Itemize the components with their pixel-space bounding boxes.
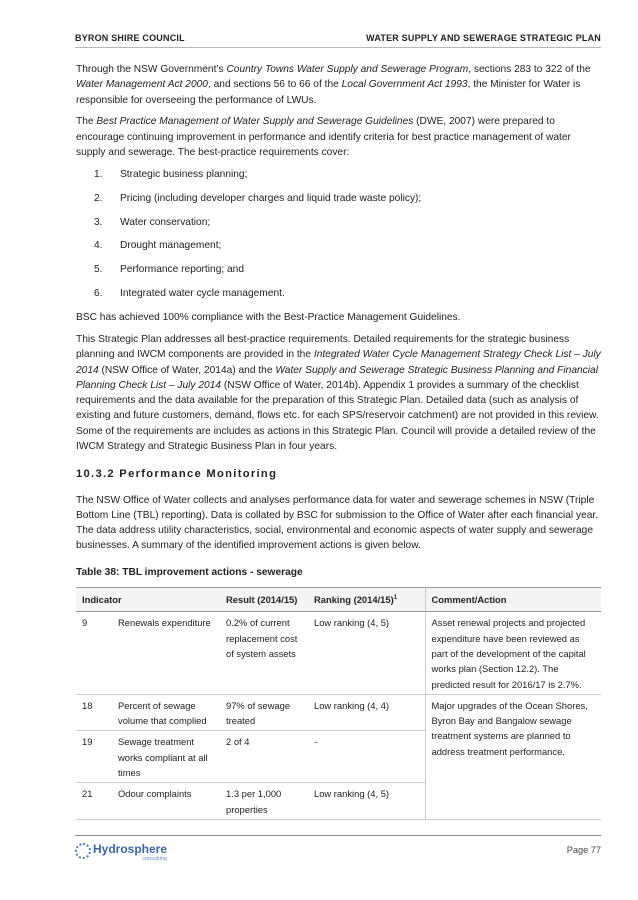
logo-wordmark: Hydrosphere — [93, 842, 168, 856]
logo-ring-icon — [75, 843, 91, 859]
page-number: Page 77 — [566, 845, 601, 855]
list-item: 1. Strategic business planning; — [94, 168, 248, 180]
section-heading: 10.3.2 Performance Monitoring — [76, 468, 278, 481]
row-number: 18 — [76, 694, 112, 731]
requirements-list — [76, 167, 601, 302]
row-ranking: Low ranking (4, 5) — [308, 612, 425, 694]
list-item: 5. Performance reporting; and — [94, 264, 245, 276]
intro-paragraph-2: The Best Practice Management of Water Supply and Sewerage Guidelines (DWE, 2007) were prepared to encourage continuing improvement in performance and identify criteria for best practice management of water supply and sewerage. The best-practice requirements cover: — [76, 116, 571, 158]
list-item: 4. Drought management; — [94, 240, 222, 252]
header-ranking: Ranking $(2014/15)^1$ — [308, 588, 425, 612]
row-number: 9 — [76, 612, 112, 694]
strategic-plan-paragraph: This Strategic Plan addresses all best-practice requirements. Detailed requirements for the strategic business planning and IWCM components are provided in the Integrated Water Cycle Management Strategy Check List – July 2014 (NSW Office of Water, 2014a) and the Water Supply and Sewerage Strategic Business Planning and Financial Planning Check List – July 2014 (NSW Office of Water, 2014b). Appendix 1 provides a summary of the checklist requirements and the data available for the preparation of this Strategic Plan. Detailed data (such as analysis of existing and future customers, demand, flows etc. for each SPS/reservoir catchment) are not provided in this review. Some of the requirements are includes as actions in this Strategic Plan. Council will provide a detailed review of the IWCM Strategy and Strategic Business Plan in four years. — [76, 333, 601, 452]
header-comment: Comment/Action — [425, 588, 601, 612]
row-result: 0.2% of current replacement cost of system assets — [220, 612, 308, 694]
compliance-statement: BSC has achieved 100% compliance with the Best-Practice Management Guidelines. — [76, 312, 461, 324]
header-organization: BYRON SHIRE COUNCIL — [75, 33, 185, 43]
logo-subtitle: consulting — [142, 856, 168, 862]
header-document-title: WATER SUPPLY AND SEWERAGE STRATEGIC PLAN — [366, 33, 601, 43]
row-indicator: Renewals expenditure — [112, 612, 220, 694]
header-result: Result (2014/15) — [220, 588, 308, 612]
row-indicator: Percent of sewage volume that complied — [112, 694, 220, 731]
page-header — [75, 33, 601, 48]
row-result: 1.3 per 1,000 properties — [220, 783, 308, 820]
row-result: 2 of 4 — [220, 731, 308, 783]
row-result: 97% of sewage treated — [220, 694, 308, 731]
header-indicator: Indicator — [76, 588, 220, 612]
row-comment: Major upgrades of the Ocean Shores, Byron Bay and Bangalow sewage treatment systems are planned to address treatment performance. — [425, 694, 601, 819]
table-row — [76, 694, 601, 731]
row-ranking: Low ranking (4, 5) — [308, 783, 425, 820]
table-header-row — [76, 588, 601, 612]
row-ranking: Low ranking (4, 4) — [308, 694, 425, 731]
row-ranking: - — [308, 731, 425, 783]
tbl-improvement-table — [76, 587, 601, 820]
row-indicator: Sewage treatment works compliant at all times — [112, 731, 220, 783]
list-item: 3. Water conservation; — [94, 216, 211, 228]
list-item: 2. Pricing (including developer charges and liquid trade waste policy); — [94, 192, 422, 204]
hydrosphere-logo — [75, 843, 167, 862]
section-paragraph: The NSW Office of Water collects and analyses performance data for water and sewerage schemes in NSW (Triple Bottom Line (TBL) reporting). Data is collated by BSC for submission to the Office of Water after each financial year. The data address utility characteristics, social, environmental and economic aspects of water supply and sewerage businesses. A summary of the identified improvement actions is given below. — [76, 494, 599, 552]
page-body — [76, 62, 601, 820]
list-item: 6. Integrated water cycle management. — [94, 288, 285, 300]
row-number: 21 — [76, 783, 112, 820]
row-number: 19 — [76, 731, 112, 783]
row-comment: Asset renewal projects and projected expenditure have been reviewed as part of the development of the capital works plan (Section 12.2). The predicted result for 2016/17 is 2.7%. — [425, 612, 601, 694]
intro-paragraph-1: Through the NSW Government’s Country Towns Water Supply and Sewerage Program, sections 283 to 322 of the Water Management Act 2000, and sections 56 to 66 of the Local Government Act 1993, the Minister for Water is responsible for overseeing the performance of LWUs. — [76, 64, 591, 106]
row-indicator: Odour complaints — [112, 783, 220, 820]
page-footer — [75, 835, 601, 862]
table-row — [76, 612, 601, 694]
table-caption: Table 38: TBL improvement actions - sewerage — [76, 566, 303, 578]
